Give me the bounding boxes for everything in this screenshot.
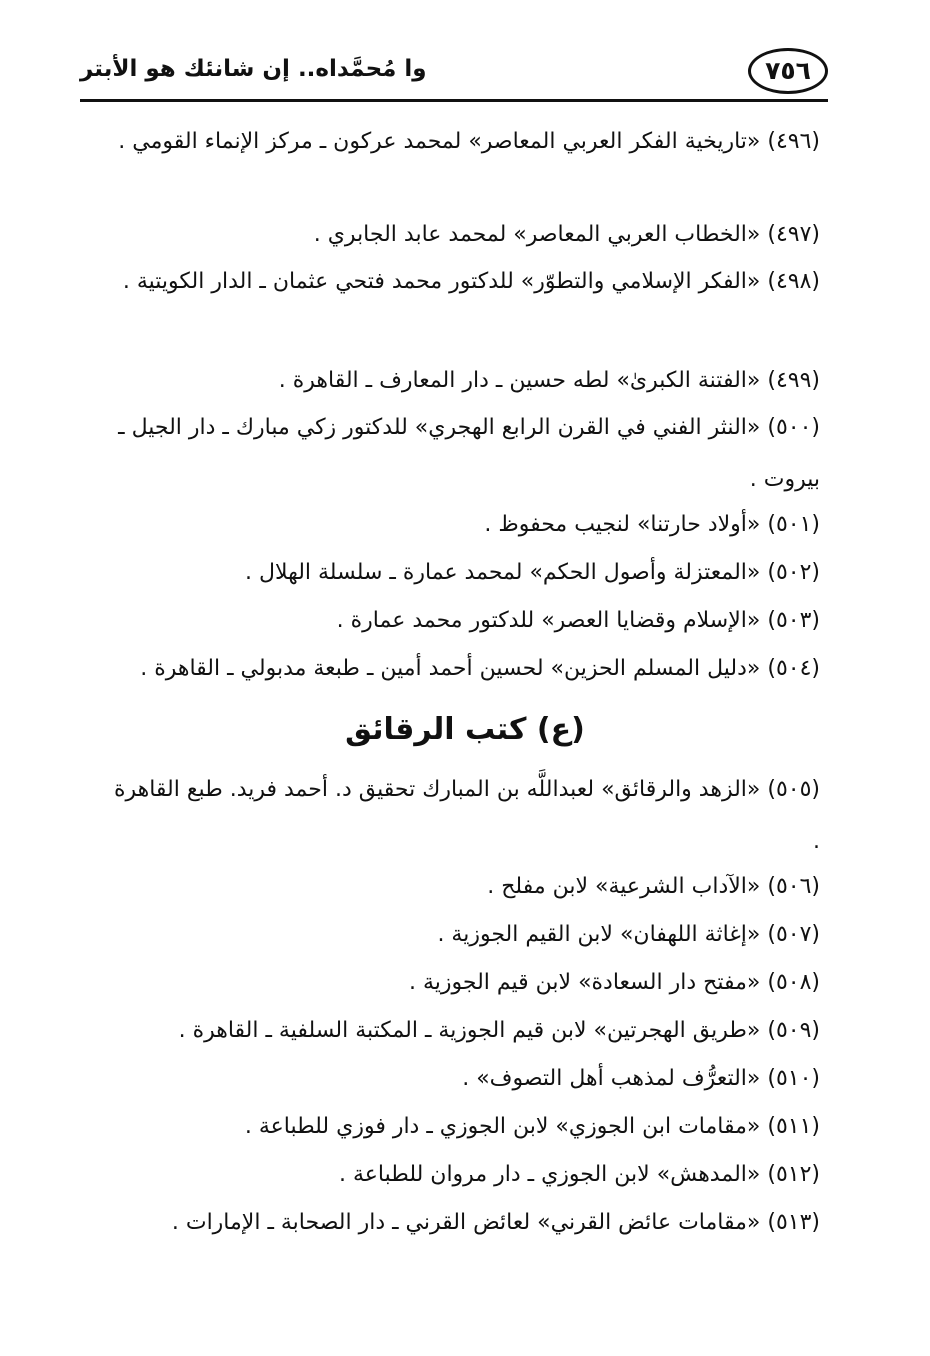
bibliography-entry (100, 368, 820, 393)
entry-number: (٤٩٩) (767, 368, 820, 393)
entry-text: «تاريخية الفكر العربي المعاصر» لمحمد عركون ـ مركز الإنماء القومي . (118, 129, 761, 154)
entry-number: (٥١٣) (767, 1210, 820, 1235)
entry-number: (٥٠٢) (767, 560, 820, 585)
bibliography-entry (100, 560, 820, 585)
entry-text: «مفتح دار السعادة» لابن قيم الجوزية . (408, 970, 761, 995)
entry-text: «دليل المسلم الحزين» لحسين أحمد أمين ـ طبعة مدبولي ـ القاهرة . (140, 656, 761, 681)
entry-text: «طريق الهجرتين» لابن قيم الجوزية ـ المكتبة السلفية ـ القاهرة . (178, 1018, 761, 1043)
entry-number: (٥٠١) (767, 512, 820, 537)
entry-text: «النثر الفني في القرن الرابع الهجري» للدكتور زكي مبارك ـ دار الجيل ـ بيروت . (118, 415, 820, 492)
bibliography-entry (100, 970, 820, 995)
entry-number: (٥٠٠) (767, 415, 820, 440)
bibliography-entry (100, 764, 820, 868)
section-heading: (ع) كتب الرقائق (345, 712, 585, 747)
bibliography-entry (100, 922, 820, 947)
entry-text: «الخطاب العربي المعاصر» لمحمد عابد الجابري . (313, 222, 761, 247)
entry-text: «مقامات ابن الجوزي» لابن الجوزي ـ دار فوزي للطباعة . (244, 1114, 761, 1139)
entry-text: «المعتزلة وأصول الحكم» لمحمد عمارة ـ سلسلة الهلال . (244, 560, 761, 585)
bibliography-entry (100, 222, 820, 247)
page-number: ٧٥٦ (748, 48, 828, 94)
bibliography-entry (100, 1162, 820, 1187)
page-header (80, 38, 828, 102)
entry-number: (٥٠٧) (767, 922, 820, 947)
entry-text: «الفكر الإسلامي والتطوّر» للدكتور محمد فتحي عثمان ـ الدار الكويتية . (122, 269, 761, 294)
entry-number: (٤٩٧) (767, 222, 820, 247)
bibliography-entry (100, 116, 820, 168)
bibliography-entry (100, 656, 820, 681)
entry-number: (٥٠٣) (767, 608, 820, 633)
running-title: وا مُحمَّداه.. إن شانئك هو الأبتر (80, 56, 427, 82)
entry-number: (٤٩٨) (767, 269, 820, 294)
bibliography-entry (100, 1066, 820, 1091)
entry-number: (٥١١) (767, 1114, 820, 1139)
entry-number: (٥٠٩) (767, 1018, 820, 1043)
entry-number: (٥٠٨) (767, 970, 820, 995)
bibliography-entry (100, 1210, 820, 1235)
bibliography-entry (100, 256, 820, 308)
entry-text: «الزهد والرقائق» لعبداللَّه بن المبارك تحقيق د. أحمد فريد. طبع القاهرة . (113, 777, 820, 854)
entry-number: (٥٠٤) (767, 656, 820, 681)
bibliography-entry (100, 1114, 820, 1139)
entry-text: «مقامات عائض القرني» لعائض القرني ـ دار الصحابة ـ الإمارات . (171, 1210, 761, 1235)
entry-text: «المدهش» لابن الجوزي ـ دار مروان للطباعة . (339, 1162, 761, 1187)
header-rule (80, 99, 828, 102)
entry-number: (٥٠٦) (767, 874, 820, 899)
entry-number: (٥٠٥) (767, 777, 820, 802)
entry-text: «أولاد حارتنا» لنجيب محفوظ . (484, 512, 761, 537)
entry-number: (٥١٢) (767, 1162, 820, 1187)
entry-number: (٥١٠) (767, 1066, 820, 1091)
entry-text: «التعرُّف لمذهب أهل التصوف» . (462, 1066, 761, 1091)
entry-text: «الإسلام وقضايا العصر» للدكتور محمد عمارة . (336, 608, 761, 633)
bibliography-entry (100, 608, 820, 633)
entry-text: «إغاثة اللهفان» لابن القيم الجوزية . (437, 922, 761, 947)
bibliography-entry (100, 874, 820, 899)
entry-text: «الآداب الشرعية» لابن مفلح . (487, 874, 761, 899)
entry-text: «الفتنة الكبرىٰ» لطه حسين ـ دار المعارف ـ القاهرة . (278, 368, 761, 393)
bibliography-entry (100, 402, 820, 506)
bibliography-entry (100, 1018, 820, 1043)
bibliography-entry (100, 512, 820, 537)
entry-number: (٤٩٦) (767, 129, 820, 154)
